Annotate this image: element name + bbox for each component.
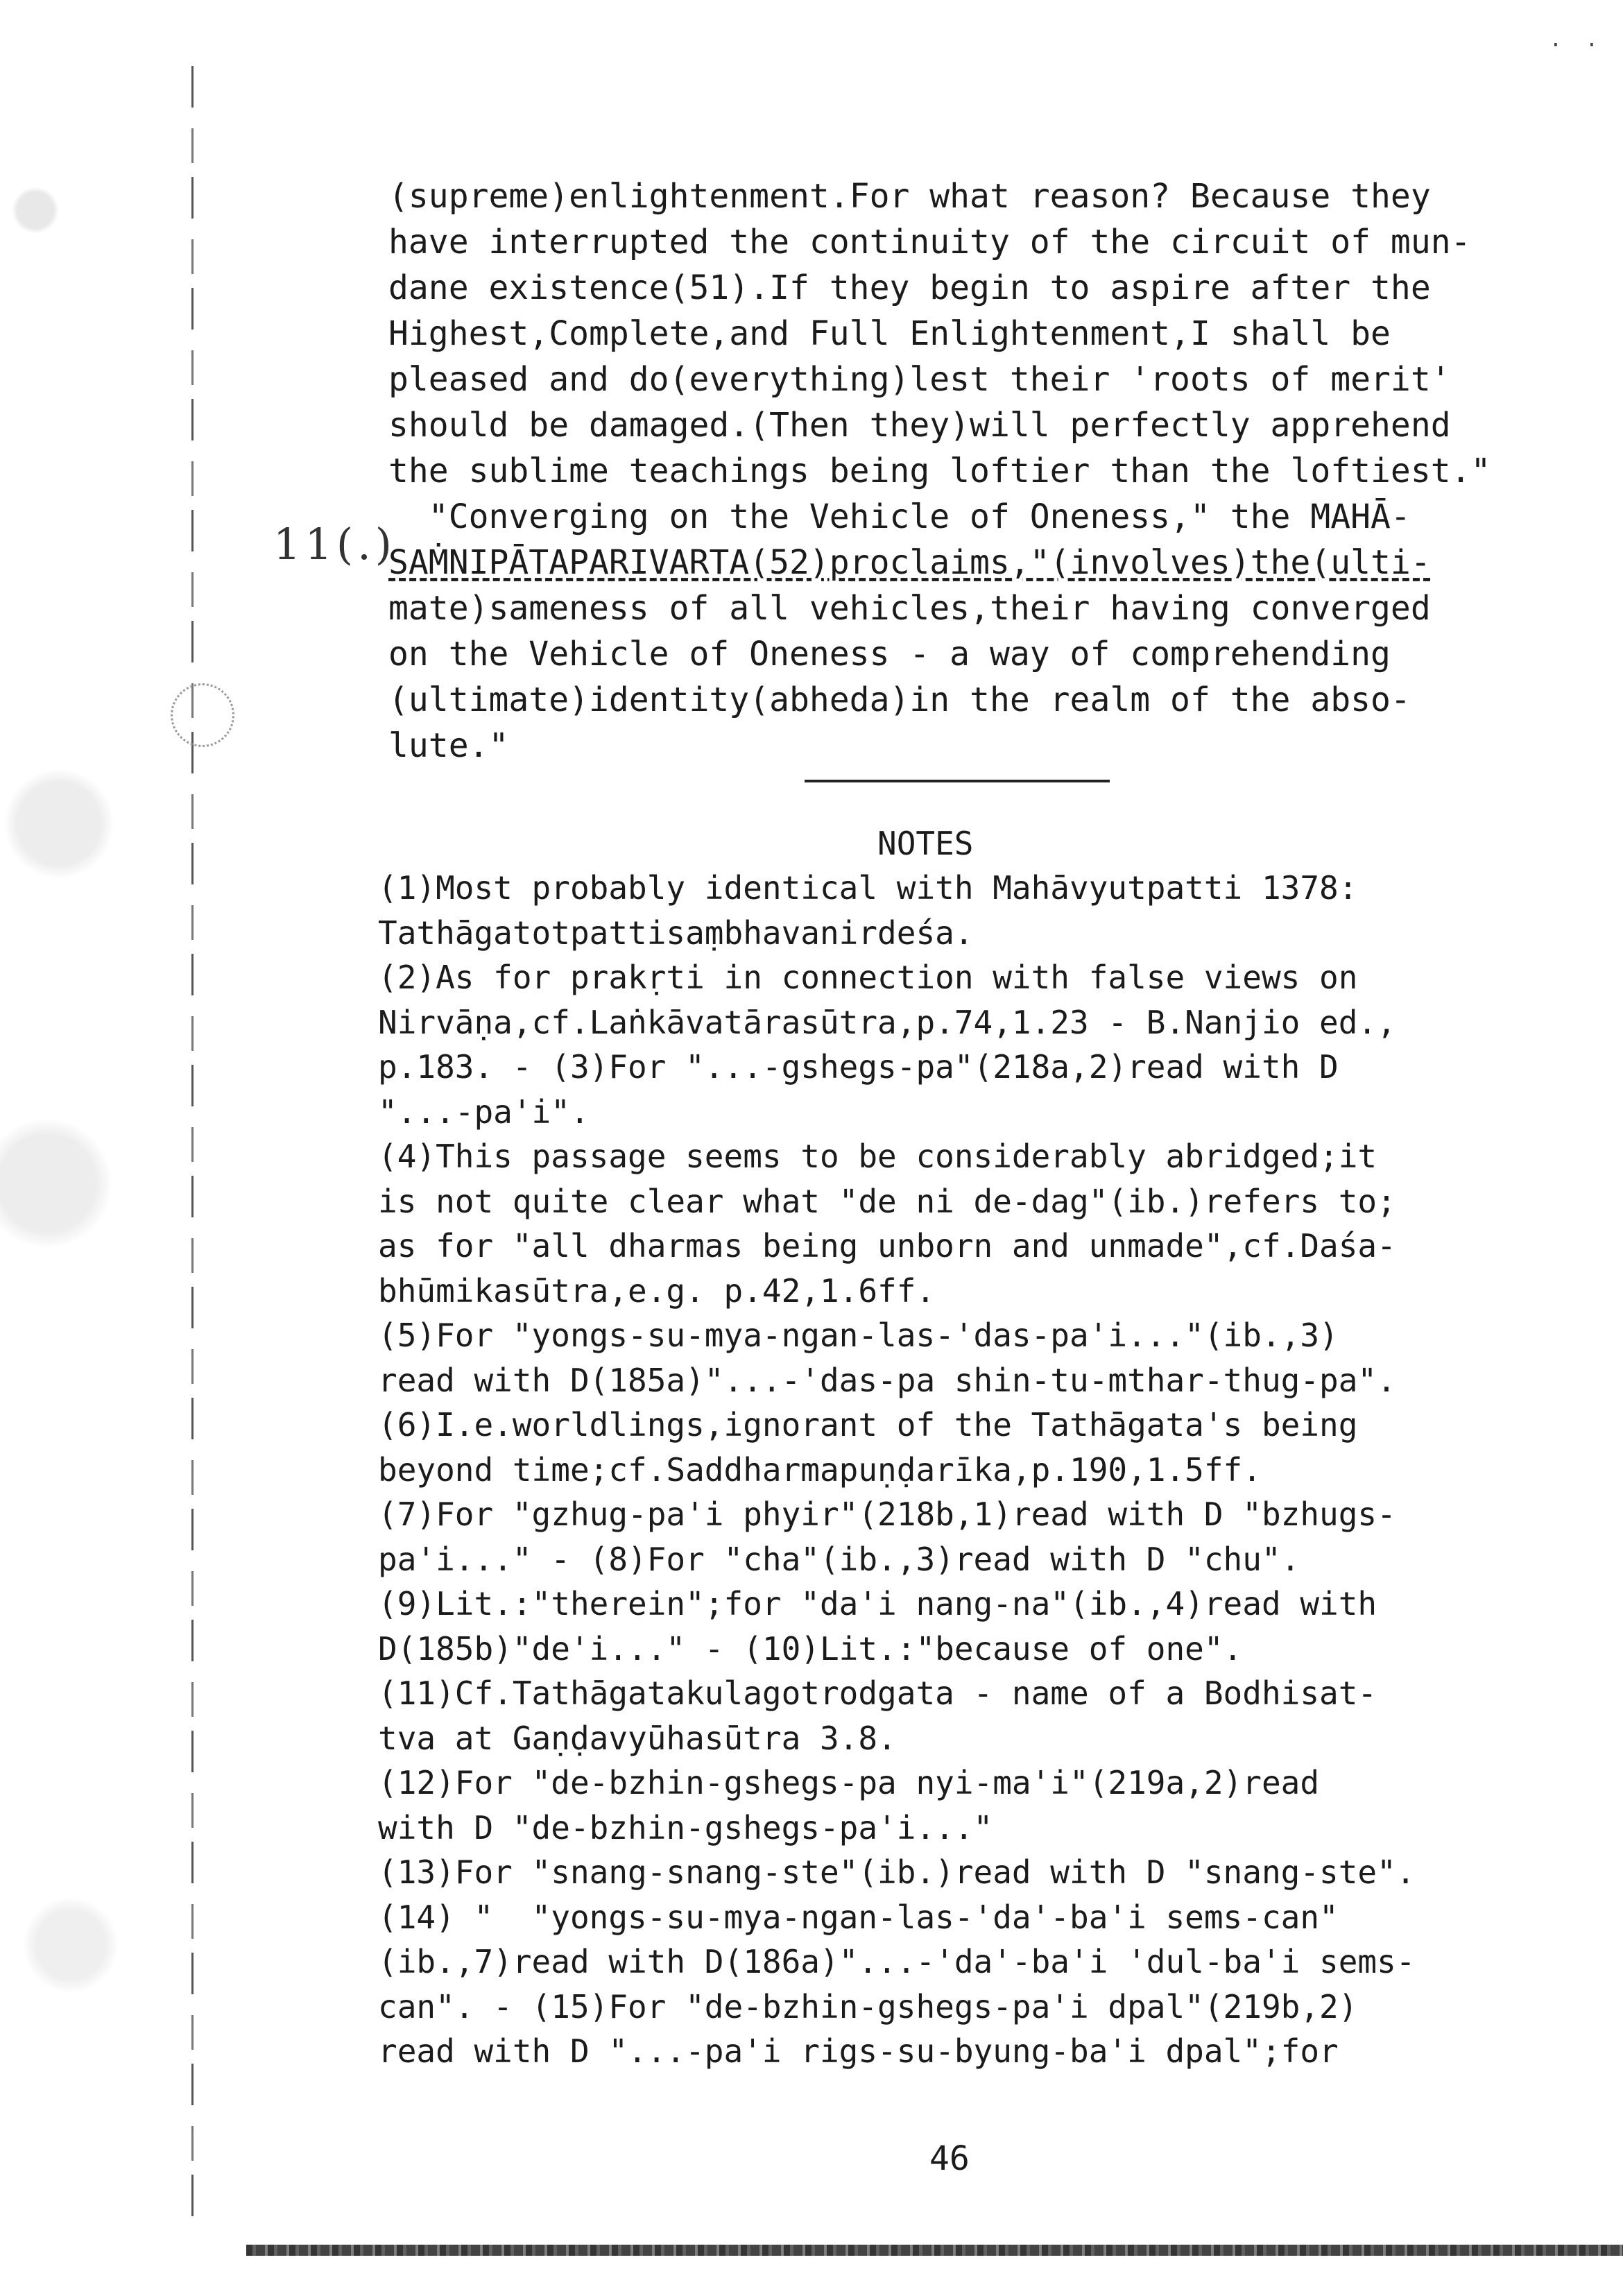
- scan-speck: · ·: [1549, 33, 1604, 58]
- note-line: (2)As for prakṛti in connection with false views on: [378, 959, 1358, 996]
- notes-heading: NOTES: [877, 825, 974, 862]
- body-line: lute.": [388, 726, 509, 765]
- body-line: (ultimate)identity(abheda)in the realm of the abso-: [388, 680, 1411, 719]
- body-text: [388, 173, 1595, 769]
- note-line: (12)For "de-bzhin-gshegs-pa nyi-ma'i"(219a,2)read: [378, 1764, 1320, 1801]
- section-divider: [805, 780, 1110, 782]
- note-line: (9)Lit.:"therein";for "da'i nang-na"(ib.,4)read with: [378, 1585, 1377, 1622]
- note-line: is not quite clear what "de ni de-dag"(ib.)refers to;: [378, 1182, 1396, 1220]
- body-line: SAṀNIPĀTAPARIVARTA(52)proclaims,"(involves)the(ulti-: [388, 543, 1431, 582]
- scan-bottom-edge: [246, 2245, 1623, 2256]
- note-line: (7)For "gzhug-pa'i phyir"(218b,1)read with D "bzhugs-: [378, 1496, 1396, 1533]
- scan-artifact: [0, 83, 118, 2199]
- punch-hole-mark: [171, 683, 234, 747]
- body-line: "Converging on the Vehicle of Oneness," the MAHĀ-: [388, 497, 1411, 536]
- note-line: can". - (15)For "de-bzhin-gshegs-pa'i dpal"(219b,2): [378, 1987, 1358, 2025]
- note-line: "...-pa'i".: [378, 1093, 590, 1131]
- handwritten-margin-mark: 11(.): [273, 519, 396, 569]
- body-line: mate)sameness of all vehicles,their having converged: [388, 589, 1431, 628]
- note-line: (4)This passage seems to be considerably abridged;it: [378, 1138, 1377, 1175]
- note-line: Nirvāṇa,cf.Laṅkāvatārasūtra,p.74,1.23 - B.Nanjio ed.,: [378, 1003, 1396, 1041]
- page-number: 46: [929, 2139, 970, 2178]
- note-line: (11)Cf.Tathāgatakulagotrodgata - name of a Bodhisat-: [378, 1674, 1377, 1712]
- note-line: D(185b)"de'i..." - (10)Lit.:"because of one".: [378, 1629, 1243, 1668]
- body-line: Highest,Complete,and Full Enlightenment,I shall be: [388, 314, 1391, 353]
- body-line: pleased and do(everything)lest their 'roots of merit': [388, 360, 1451, 399]
- note-line: (ib.,7)read with D(186a)"...-'da'-ba'i 'dul-ba'i sems-: [378, 1943, 1416, 1980]
- body-line: the sublime teachings being loftier than the loftiest.": [388, 452, 1491, 490]
- body-line: have interrupted the continuity of the circuit of mun-: [388, 223, 1471, 262]
- note-line: (6)I.e.worldlings,ignorant of the Tathāgata's being: [378, 1406, 1358, 1443]
- body-line: should be damaged.(Then they)will perfectly apprehend: [388, 406, 1451, 445]
- margin-line: [191, 66, 194, 2216]
- body-line: (supreme)enlightenment.For what reason? Because they: [388, 177, 1431, 216]
- note-line: read with D(185a)"...-'das-pa shin-tu-mthar-thug-pa".: [378, 1361, 1396, 1399]
- body-line: on the Vehicle of Oneness - a way of comprehending: [388, 635, 1391, 674]
- note-line: read with D "...-pa'i rigs-su-byung-ba'i dpal";for: [378, 2032, 1339, 2070]
- note-line: as for "all dharmas being unborn and unmade",cf.Daśa-: [378, 1227, 1396, 1265]
- note-line: (5)For "yongs-su-mya-ngan-las-'das-pa'i..."(ib.,3): [378, 1317, 1339, 1354]
- note-line: (1)Most probably identical with Mahāvyutpatti 1378:: [378, 869, 1358, 907]
- note-line: tva at Gaṇḍavyūhasūtra 3.8.: [378, 1719, 897, 1757]
- note-line: beyond time;cf.Saddharmapuṇḍarīka,p.190,1.5ff.: [378, 1450, 1262, 1489]
- note-line: bhūmikasūtra,e.g. p.42,1.6ff.: [378, 1271, 936, 1310]
- body-line: dane existence(51).If they begin to aspire after the: [388, 268, 1431, 307]
- note-line: pa'i..." - (8)For "cha"(ib.,3)read with D "chu".: [378, 1540, 1300, 1578]
- notes-list: [378, 866, 1599, 2074]
- note-line: (13)For "snang-snang-ste"(ib.)read with D "snang-ste".: [378, 1853, 1416, 1891]
- note-line: p.183. - (3)For "...-gshegs-pa"(218a,2)read with D: [378, 1048, 1339, 1086]
- note-line: Tathāgatotpattisaṃbhavanirdeśa.: [378, 914, 974, 952]
- note-line: (14) " "yongs-su-mya-ngan-las-'da'-ba'i sems-can": [378, 1898, 1339, 1936]
- note-line: with D "de-bzhin-gshegs-pa'i...": [378, 1808, 993, 1847]
